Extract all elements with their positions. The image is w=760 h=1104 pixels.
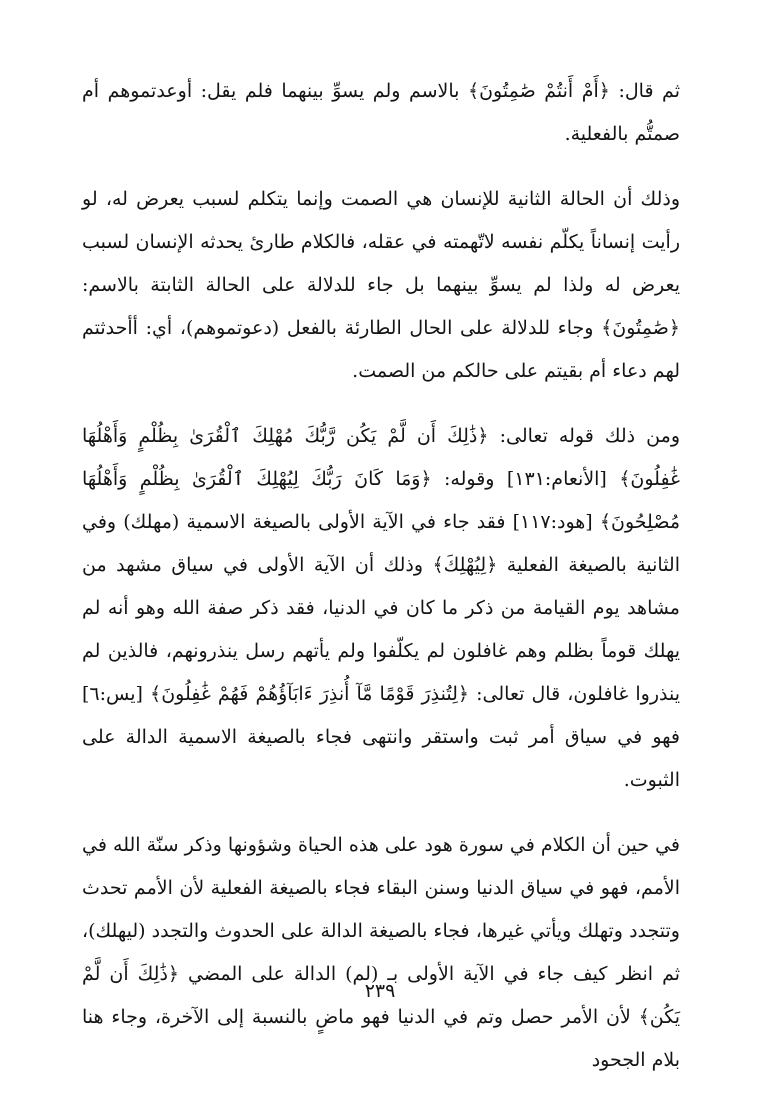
paragraph-4: في حين أن الكلام في سورة هود على هذه الحياة وشؤونها وذكر سنّة الله في الأمم، فهو في سياق الدنيا وسنن البقاء فجاء بالصيغة الفعلية لأن الأمم تحدث وتتجدد وتهلك ويأتي غيرها، فجاء بالصيغة الدالة على الحدوث والتجدد (ليهلك)، ثم انظر كيف جاء في الآية الأولى بـ (لم) الدالة على المضي ﴿ذَٰلِكَ أَن لَّمْ يَكُن﴾ لأن الأمر حصل وتم في الدنيا فهو ماضٍ بالنسبة إلى الآخرة، وجاء هنا بلام الجحود bbox=[82, 834, 680, 1071]
paragraph-3: ومن ذلك قوله تعالى: ﴿ذَٰلِكَ أَن لَّمْ يَكُن رَّبُّكَ مُهْلِكَ ٱلْقُرَىٰ بِظُلْمٍ وَأَهْلُهَا غَٰفِلُونَ﴾ [الأنعام:١٣١] وقوله: ﴿وَمَا كَانَ رَبُّكَ لِيُهْلِكَ ٱلْقُرَىٰ بِظُلْمٍ وَأَهْلُهَا مُصْلِحُونَ﴾ [هود:١١٧] فقد جاء في الآية الأولى بالصيغة الاسمية (مهلك) وفي الثانية بالصيغة الفعلية ﴿لِيُهْلِكَ﴾ وذلك أن الآية الأولى في سياق مشهد من مشاهد يوم القيامة من ذكر ما كان في الدنيا، فقد ذكر صفة الله وهو أنه لم يهلك قوماً بظلم وهم غافلون لم يكلّفوا ولم يأتهم رسل ينذرونهم، فالذين لم ينذروا غافلون، قال تعالى: ﴿لِتُنذِرَ قَوْمًا مَّآ أُنذِرَ ءَابَآؤُهُمْ فَهُمْ غَٰفِلُونَ﴾ [يس:٦] فهو في سياق أمر ثبت واستقر وانتهى فجاء بالصيغة الاسمية الدالة على الثبوت. bbox=[82, 425, 680, 791]
paragraph-1: ثم قال: ﴿أَمْ أَنتُمْ صَٰمِتُونَ﴾ بالاسم ولم يسوِّ بينهما فلم يقل: أوعدتموهم أم صمتُّم بالفعلية. bbox=[82, 80, 680, 145]
paragraph-2: وذلك أن الحالة الثانية للإنسان هي الصمت وإنما يتكلم لسبب يعرض له، لو رأيت إنساناً يكلّم نفسه لاتّهمته في عقله، فالكلام طارئ يحدثه الإنسان لسبب يعرض له ولذا لم يسوِّ بينهما بل جاء للدلالة على الحالة الثابتة بالاسم: ﴿صَٰمِتُونَ﴾ وجاء للدلالة على الحال الطارئة بالفعل (دعوتموهم)، أي: أأحدثتم لهم دعاء أم بقيتم على حالكم من الصمت. bbox=[82, 188, 680, 382]
page-number: ٢٣٩ bbox=[364, 980, 396, 1002]
